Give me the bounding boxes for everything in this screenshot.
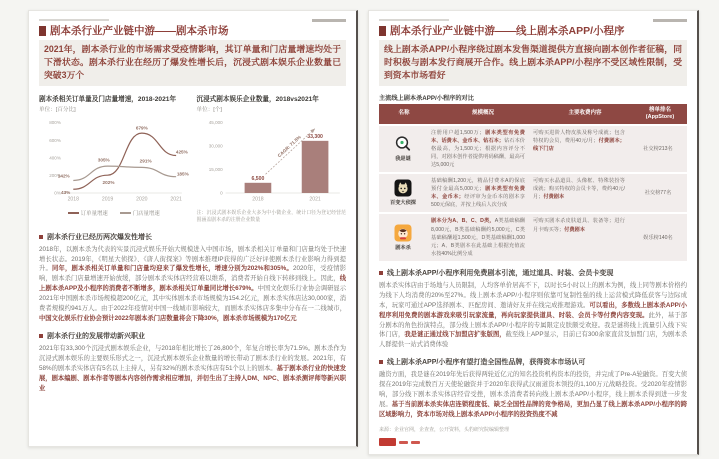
table-header-cell: 主要收费内容 (568, 110, 602, 117)
bullet-icon (39, 235, 43, 239)
chart-title: 沉浸式剧本娱乐企业数量，2018vs2021年 (196, 95, 319, 103)
section-paragraph: 2018年，以剧本杀为代表的实景沉浸式娱乐开始大规模进入中国市场，剧本杀相关订单量和门店量均处于快速增长状态。2019年，《明星大侦探》、《唐人街探案》等剧本推理IP获得的广泛好评使剧本杀行业影响力得到提升。同年，剧本杀相关订单量和门店量均迎来了爆发性增长，增速分别为202%和305%。2020年，受疫情影响，剧本杀门店量增速开始放缓，部分剧本杀实体店经营难以维系，消费者开始自线下转移到线上。因此，线上剧本杀APP及小程序的消费者不断增多，剧本杀相关订单量同比增长679%。中国文化娱乐行业协会调研显示2021年中国剧本杀市场规模超200亿元，其中实体剧本杀市场规模为154.2亿元，剧本杀实体店达30,000家，消费者规模约941万人。由于2022年疫情对中国一线城市影响较大，而剧本杀实体店多集中分布在一二线城市，中国文化娱乐行业协会预计2022年剧本杀门店数量将会下降30%，剧本杀市场规模为170亿元 (39, 245, 347, 323)
chart-title: 剧本杀相关订单量及门店量增速，2018-2021年 (39, 95, 177, 103)
section-heading-text: 线上剧本杀APP/小程序利用免费剧本引流，通过道具、时装、会员卡变现 (387, 269, 614, 277)
bullet-icon (379, 360, 383, 364)
section-heading-text: 剧本杀行业的发展带动新兴职业 (47, 333, 145, 341)
page-subtitle: 线上剧本杀APP/小程序绕过剧本发售渠道提供方直接向剧本创作者征稿，同时积极与剧本发行商展开合作。线上剧本杀APP/小程序不受区域性限制，受到资本市场看好 (379, 40, 687, 86)
legend-item (68, 209, 108, 217)
svg-text:800%: 800% (49, 119, 61, 125)
section-heading (39, 331, 346, 341)
section-heading-text: 线上剧本杀APP/小程序有望打造全国性品牌，获得资本市场认可 (387, 359, 586, 367)
legend-item (120, 209, 160, 217)
brand-logo-text-mark (399, 441, 408, 444)
report-page-left (28, 10, 358, 447)
svg-text:142%: 142% (57, 173, 70, 179)
page-title (39, 25, 346, 37)
section-heading (39, 232, 346, 242)
table-header-cell: 规模概况 (471, 110, 494, 117)
brand-logo (379, 438, 687, 446)
svg-text:0%: 0% (54, 190, 61, 196)
page-subtitle: 2021年，剧本杀行业的市场需求受疫情影响，其订单量和门店量增速均处于下滑状态。剧本杀行业在经历了爆发性增长后，沉浸式剧本娱乐企业数量已突破3万个 (39, 40, 346, 86)
svg-text:200%: 200% (49, 172, 61, 178)
svg-text:2020: 2020 (136, 196, 148, 203)
app-name: 剧本杀 (395, 244, 411, 251)
page-title-text: 剧本杀行业产业链中游——剧本杀市场 (50, 25, 229, 37)
line-swatch-icon (68, 212, 79, 214)
page-title (379, 25, 687, 37)
table-header-cell: 名称 (398, 110, 410, 117)
scale-cell: 剧本分为A、B、C、D类，A类基础稿酬8,000元，B类基础稿酬约5,000元，C类基础稿酬超1,500元，D类基础稿酬1,000元；A、B类剧本在此基础上根据充值流水按40%比例分成 (431, 218, 525, 257)
title-bullet-icon (39, 26, 46, 36)
table-header-row (379, 104, 687, 124)
table-row (379, 124, 687, 172)
svg-text:202%: 202% (102, 179, 115, 185)
monetization-cell: 可购买水晶道具、头像框、特殊装扮等成就；购买特权的会员卡等，费约40元/月；付费剧本 (533, 178, 625, 201)
rank-cell: 社交榜77名 (644, 190, 672, 197)
rank-cell: 社交榜213名 (643, 146, 673, 153)
monetization-cell: 可购买剧本杀皮肤道具、装备等；进行月卡购买等；付费剧本 (533, 218, 625, 233)
table-row (379, 172, 687, 212)
svg-text:6,500: 6,500 (251, 175, 264, 182)
svg-text:33,300: 33,300 (306, 133, 323, 140)
chart-unit-label: 单位：[个] (196, 106, 222, 113)
header-smalltext-placeholder (379, 19, 449, 21)
svg-text:2018: 2018 (251, 196, 264, 203)
legend-label: 门店量增速 (132, 210, 160, 217)
report-page-right (368, 10, 699, 455)
orders-growth-line-chart (39, 113, 189, 208)
companies-bar-chart (197, 113, 347, 208)
app-name-cell (379, 126, 427, 172)
line-swatch-icon (120, 212, 131, 214)
table-title: 主流线上剧本杀APP/小程序的对比 (379, 94, 474, 102)
section-paragraph: 剧本杀实体店由于场地与人员限制，人均客单价居高不下，以时长5小时以上的剧本为例，线上同等剧本价格约为线下人均消费的20%至27%。线上剧本杀APP/小程序则依靠可复制性强的线上运营模式降低获客与边际成本，玩家可通过APP选择剧本、匹配房间、邀请好友并在线完成推理游戏。可以看出，多数线上剧本杀APP/小程序利用免费的剧本游戏来吸引玩家流量，再向玩家提供道具、时装、会员卡等付费内容变现。此外，基于部分剧本的角色扮演特点，部分线上剧本杀APP/小程序的专属限定皮肤颇受欢迎。我是谜将线上流量引入线下实体门店，我是谜正通过线下加盟店扩张版图，截至线上APP显示，目前已有300余家直营及加盟门店，为剧本杀人群提供一站式消费体验 (379, 281, 688, 349)
svg-text:400%: 400% (49, 155, 61, 161)
section-heading (379, 268, 687, 278)
header-smalltext-placeholder (39, 19, 109, 21)
title-bullet-icon (379, 26, 386, 36)
bullet-icon (379, 271, 383, 275)
svg-text:2021: 2021 (170, 196, 182, 203)
svg-text:0: 0 (219, 190, 223, 196)
app-name: 我是谜 (395, 156, 411, 163)
svg-text:CAGR: 71.5%: CAGR: 71.5% (276, 134, 302, 159)
face-app-icon (394, 224, 412, 242)
apps-comparison-table (379, 104, 687, 261)
rank-cell: 娱乐榜140名 (643, 234, 673, 241)
svg-text:15,000: 15,000 (208, 166, 223, 172)
svg-text:679%: 679% (135, 124, 148, 130)
table-row (379, 212, 687, 260)
bar-chart-block (197, 93, 347, 225)
line-chart-block (39, 93, 189, 225)
apps-table-body (379, 124, 687, 261)
cat-app-icon (394, 179, 412, 197)
svg-text:600%: 600% (49, 137, 61, 143)
table-header-cell: 榜单排名 (AppStore) (645, 106, 675, 120)
section-heading-text: 剧本杀行业已经历两次爆发性增长 (47, 233, 152, 241)
svg-text:2018: 2018 (67, 196, 79, 203)
header-corner-mark (653, 19, 687, 22)
section-paragraph: 融资方面，我是谜在2019年先后获得两轮近亿元的知名投资机构资本的投资，并完成了Pre-A轮融资。百变大侦探在2019年完成数百万天使轮融资并于2020年获得武汉雨道资本领投的1,100万元战略投资。受2020年疫情影响，部分线下剧本杀实体店经营受挫，剧本杀消费者转向线上剧本杀APP/小程序，线上剧本杀得到进一步发展。基于当前剧本杀实体店连锁程度低、缺乏全国性品牌的竞争格局，更加凸显了线上剧本杀APP/小程序的跨区域影响力，资本市场对线上剧本杀APP/小程序的投资热度不减 (379, 371, 688, 419)
bullet-icon (39, 334, 43, 338)
brand-logo-text-mark (411, 441, 420, 444)
svg-text:43%: 43% (61, 189, 71, 195)
app-name-cell (379, 214, 427, 260)
chart-legend (39, 209, 189, 217)
svg-text:185%: 185% (176, 171, 189, 177)
app-name: 百变大侦探 (390, 200, 416, 207)
svg-text:425%: 425% (175, 149, 188, 155)
section-paragraph: 2021年有33,300个沉浸式剧本娱乐企业，与2018年相比增长了26,800个，年复合增长率为71.5%。剧本杀作为沉浸式剧本娱乐的主要娱乐形式之一，沉浸式剧本娱乐企业数量的增长带动了剧本杀行业的发展。2021年，有58%的剧本杀实体店有5名以上主持人，另有32%的剧本杀实体店有51个以上的剧本。基于剧本杀行业的快速发展，剧本编剧、剧本作者等剧本内容创作需求相应增加，并衍生出了主持人DM、NPC、剧本杀测评师等新兴职业 (39, 345, 347, 392)
charts-row (39, 93, 346, 225)
svg-text:291%: 291% (139, 158, 152, 164)
chart-footnote: 注：沉浸式剧本娱乐企业大多为中小微企业，统计口径为登记经营范围涵盖剧本杀的注册企业数量 (196, 210, 346, 224)
source-note: 来源：企业官网，企查查，公开资料，头豹研究院编辑整理 (379, 427, 510, 434)
svg-text:305%: 305% (97, 156, 110, 162)
scale-cell: 注册用户超1,500万；剧本类型有免费本、话费本、金币本、钻石本；钻石本价格最高，为1,500元；根据内容评分不同，对剧本创作者提供明码稿酬，最高可达5,000元 (431, 129, 525, 169)
magnifier-app-icon (394, 135, 412, 153)
header-corner-mark (312, 19, 346, 22)
app-name-cell (379, 174, 427, 212)
section-heading (379, 357, 687, 367)
scale-cell: 基础稿酬1,200元，精品付费本A的保底预付金最高5,000元；剧本类型有免费本、金币本；经评审为金币本的剧本享500元保底，并按上线后人次分成 (431, 178, 525, 209)
legend-label: 订单量增速 (80, 210, 108, 217)
brand-logo-icon (379, 438, 396, 446)
svg-text:2021: 2021 (308, 196, 321, 203)
monetization-cell: 可购买进阶人物皮肤及称号成就；包含特权的会员，费用40元/月；付费剧本；线下门店 (533, 129, 625, 153)
svg-text:30,000: 30,000 (208, 143, 223, 149)
chart-unit-label: 单位：[百分比] (39, 106, 76, 113)
svg-text:2019: 2019 (101, 196, 114, 203)
page-title-text: 剧本杀行业产业链中游——线上剧本杀APP/小程序 (390, 25, 625, 37)
svg-text:45,000: 45,000 (208, 119, 223, 125)
